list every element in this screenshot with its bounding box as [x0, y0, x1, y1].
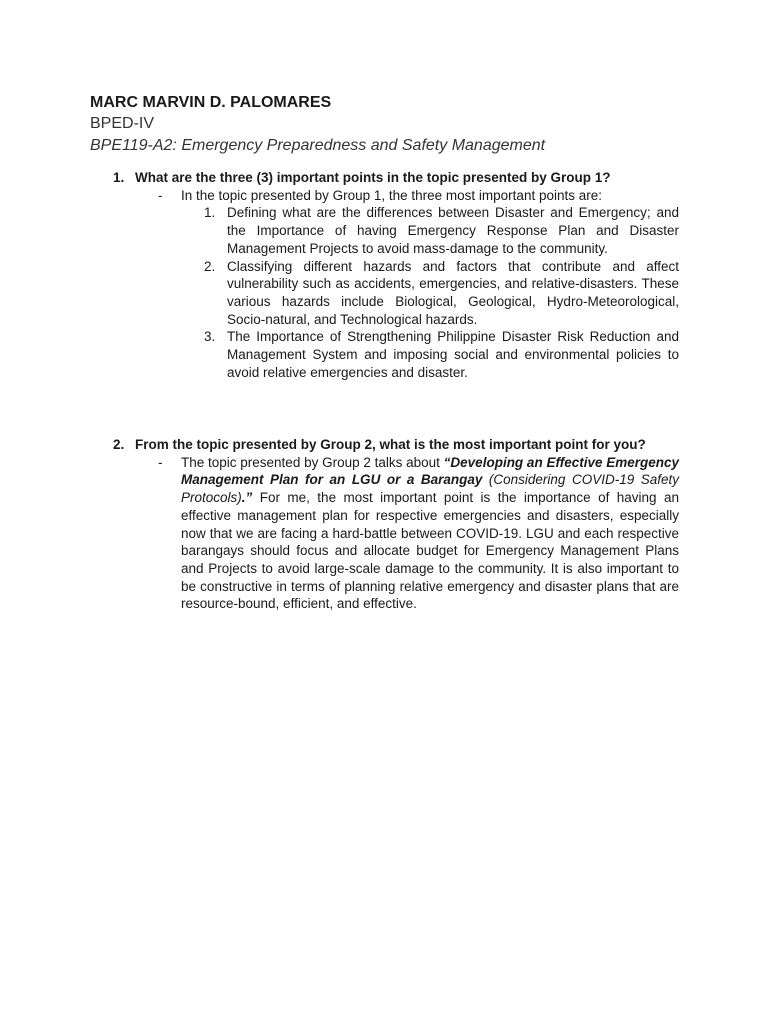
question-1-title	[113, 169, 679, 187]
list-text: Defining what are the differences between Disaster and Emergency; and the Importance of having Emergency Response Plan and Disaster Management Projects to avoid mass-damage to the community.	[227, 205, 679, 256]
document-header	[90, 93, 690, 157]
question-1	[113, 169, 679, 381]
dash-bullet: -	[158, 187, 163, 203]
author-name: MARC MARVIN D. PALOMARES	[90, 94, 332, 111]
answer-item	[158, 454, 679, 613]
answer-intro: In the topic presented by Group 1, the three most important points are:	[181, 187, 602, 203]
list-number: 3.	[204, 329, 216, 345]
course-title: BPE119-A2: Emergency Preparedness and Safety Management	[90, 137, 546, 154]
dash-bullet: -	[158, 454, 163, 470]
list-item	[204, 328, 679, 381]
answer-rest: For me, the most important point is the importance of having an effective management plan for respective emergencies and disasters, especially now that we are facing a hard-battle between COVID-19. LGU and each respective barangays should focus and allocate budget for Emergency Management Plans and Projects to avoid large-scale damage to the community. It is also important to be constructive in terms of planning relative emergency and disaster plans that are resource-bound, efficient, and effective.	[181, 490, 679, 612]
answer-topic-subtitle: (Considering COVID-19 Safety Protocols)	[181, 472, 679, 506]
question-text: From the topic presented by Group 2, what is the most important point for you?	[135, 437, 646, 452]
list-text: Classifying different hazards and factors that contribute and affect vulnerability such as accidents, emergencies, and relative-disasters. These various hazards include Biological, Geological, Hydro-Meteorological, Socio-natural, and Technological hazards.	[227, 258, 679, 327]
list-item	[204, 258, 679, 329]
question-2	[113, 436, 679, 613]
answer-paragraph	[181, 454, 679, 613]
question-text: What are the three (3) important points in the topic presented by Group 1?	[135, 170, 611, 185]
answer-topic-close: .”	[241, 490, 253, 506]
list-number: 2.	[204, 258, 216, 274]
question-number: 1.	[113, 170, 125, 185]
list-number: 1.	[204, 205, 216, 221]
question-2-title	[113, 436, 679, 454]
points-list	[204, 204, 679, 381]
list-text: The Importance of Strengthening Philippine Disaster Risk Reduction and Management System and imposing social and environmental policies to avoid relative emergencies and disaster.	[227, 329, 679, 380]
question-number: 2.	[113, 437, 125, 452]
answer-body	[181, 187, 679, 205]
list-item	[204, 204, 679, 257]
section-label: BPED-IV	[90, 115, 155, 132]
answer-item	[158, 187, 679, 205]
answer-topic-title: “Developing an Effective Emergency Management Plan for an LGU or a Barangay	[181, 454, 680, 488]
answer-lead: The topic presented by Group 2 talks about	[181, 454, 444, 470]
